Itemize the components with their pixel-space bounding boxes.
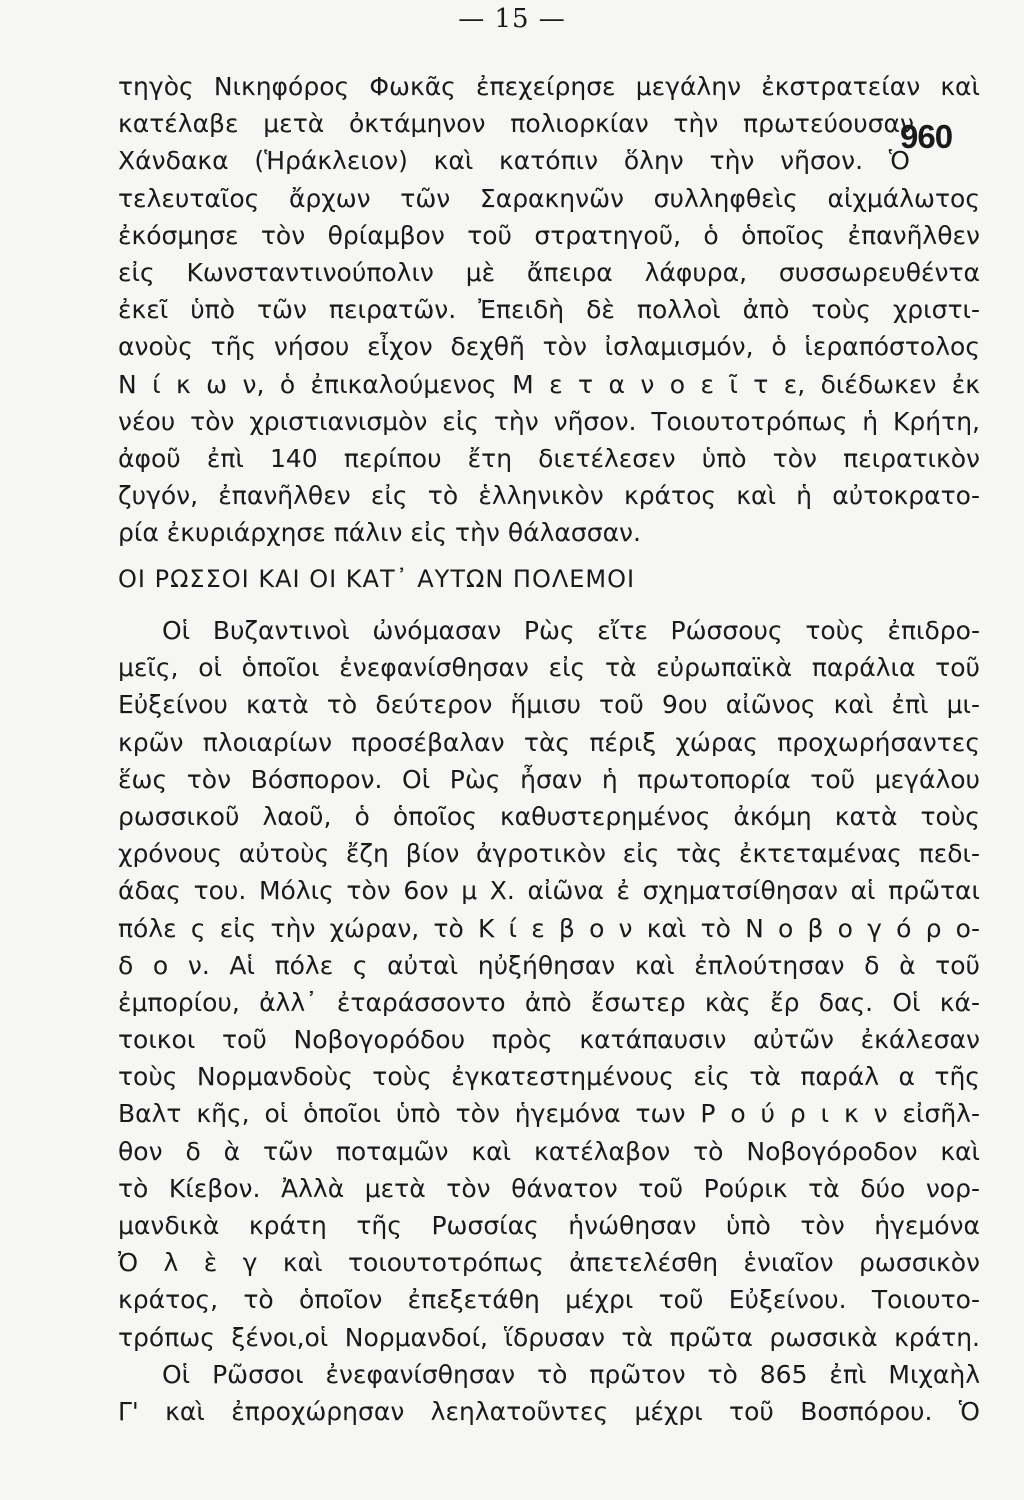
text-line: Οἱ Ρῶσσοι ἐνεφανίσθησαν τὸ πρῶτον τὸ 865 ἐπὶ Μιχαὴλ xyxy=(162,1359,980,1389)
paragraph-russians xyxy=(118,612,980,1430)
text-line: Βαλτ κῆς, οἱ ὁποῖοι ὑπὸ τὸν ἡγεμόνα των Ρ ο ύ ρ ι κ ν εἰσῆλ- xyxy=(118,1099,980,1129)
text-line: ἕως τὸν Βόσπορον. Οἱ Ρὼς ἦσαν ἡ πρωτοπορία τοῦ μεγάλου xyxy=(118,764,980,794)
text-line: τρόπως ξένοι,οἱ Νορμανδοί, ἵδρυσαν τὰ πρῶτα ρωσσικὰ κράτη. xyxy=(118,1322,980,1352)
text-line: ρωσσικοῦ λαοῦ, ὁ ὁποῖος καθυστερημένος ἀκόμη κατὰ τοὺς xyxy=(118,801,980,831)
text-line: τηγὸς Νικηφόρος Φωκᾶς ἐπεχείρησε μεγάλην ἐκστρατείαν καὶ xyxy=(118,72,980,101)
text-line: κρῶν πλοιαρίων προσέβαλαν τὰς πέριξ χώρας προχωρήσαντες xyxy=(118,727,980,757)
text-line: ζυγόν, ἐπανῆλθεν εἰς τὸ ἑλληνικὸν κράτος καὶ ἡ αὐτοκρατο- xyxy=(118,481,980,511)
text-line: Ὀ λ ὲ γ καὶ τοιουτοτρόπως ἀπετελέσθη ἑνιαῖον ρωσσικὸν xyxy=(118,1248,980,1278)
text-line: τὸ Κίεβον. Ἀλλὰ μετὰ τὸν θάνατον τοῦ Ρούρικ τὰ δύο νορ- xyxy=(118,1173,980,1203)
paragraph-crete xyxy=(118,68,980,551)
text-line: ἀφοῦ ἐπὶ 140 περίπου ἔτη διετέλεσεν ὑπὸ τὸν πειρατικὸν xyxy=(118,443,980,473)
text-line: χρόνους αὐτοὺς ἔζη βίον ἀγροτικὸν εἰς τὰς ἐκτεταμένας πεδι- xyxy=(118,839,980,869)
margin-year-note: 960 xyxy=(900,118,953,155)
text-line: μανδικὰ κράτη τῆς Ρωσσίας ἡνώθησαν ὑπὸ τὸν ἡγεμόνα xyxy=(118,1211,980,1240)
text-line: ἐκόσμησε τὸν θρίαμβον τοῦ στρατηγοῦ, ὁ ὁποῖος ἐπανῆλθεν xyxy=(118,220,980,250)
text-line: νέου τὸν χριστιανισμὸν εἰς τὴν νῆσον. Τοιουτοτρόπως ἡ Κρήτη, xyxy=(118,406,980,436)
text-line: τοὺς Νορμανδοὺς τοὺς ἐγκατεστημένους εἰς τὰ παράλ α τῆς xyxy=(118,1062,980,1092)
text-line: κράτος, τὸ ὁποῖον ἐπεξετάθη μέχρι τοῦ Εὐξείνου. Τοιουτο- xyxy=(118,1285,980,1315)
text-line: ἐκεῖ ὑπὸ τῶν πειρατῶν. Ἐπειδὴ δὲ πολλοὶ ἀπὸ τοὺς χριστι- xyxy=(118,295,980,325)
text-line: Γ' καὶ ἐπροχώρησαν λεηλατοῦντες μέχρι τοῦ Βοσπόρου. Ὁ xyxy=(118,1396,980,1426)
text-line: Ν ί κ ω ν, ὁ ἐπικαλούμενος Μ ε τ α ν ο ε ῖ τ ε, διέδωκεν ἐκ xyxy=(118,369,980,399)
text-line: δ ο ν. Αἱ πόλε ς αὐταὶ ηὐξήθησαν καὶ ἐπλούτησαν δ ὰ τοῦ xyxy=(118,950,980,980)
text-line: Εὐξείνου κατὰ τὸ δεύτερον ἥμισυ τοῦ 9ου αἰῶνος καὶ ἐπὶ μι- xyxy=(118,690,980,720)
text-line: εἰς Κωνσταντινούπολιν μὲ ἄπειρα λάφυρα, συσσωρευθέντα xyxy=(118,257,980,287)
text-line: Χάνδακα (Ἡράκλειον) καὶ κατόπιν ὅλην τὴν νῆσον. Ὁ xyxy=(118,146,910,176)
text-line: πόλε ς εἰς τὴν χώραν, τὸ Κ ί ε β ο ν καὶ τὸ Ν ο β ο γ ό ρ ο- xyxy=(118,913,980,943)
text-line: μεῖς, οἱ ὁποῖοι ἐνεφανίσθησαν εἰς τὰ εὐρωπαϊκὰ παράλια τοῦ xyxy=(118,653,980,683)
page-number: — 15 — xyxy=(458,4,566,34)
text-line: θον δ ὰ τῶν ποταμῶν καὶ κατέλαβον τὸ Νοβογόροδον καὶ xyxy=(118,1136,980,1166)
text-line: κατέλαβε μετὰ ὀκτάμηνον πολιορκίαν τὴν πρωτεύουσαν xyxy=(118,109,914,139)
section-heading: ΟΙ ΡΩΣΣΟΙ ΚΑΙ ΟΙ ΚΑΤ᾿ ΑΥΤΩΝ ΠΟΛΕΜΟΙ xyxy=(118,565,636,593)
text-line: τοικοι τοῦ Νοβογορόδου πρὸς κατάπαυσιν αὐτῶν ἐκάλεσαν xyxy=(118,1025,980,1055)
text-line: ρία ἐκυριάρχησε πάλιν εἰς τὴν θάλασσαν. xyxy=(118,518,641,548)
text-line: Οἱ Βυζαντινοὶ ὠνόμασαν Ρὼς εἴτε Ρώσσους τοὺς ἐπιδρο- xyxy=(162,616,980,645)
text-line: άδας του. Μόλις τὸν 6ον μ Χ. αἰῶνα ἐ σχηματσίθησαν αἱ πρῶται xyxy=(118,876,980,906)
text-line: ανοὺς τῆς νήσου εἶχον δεχθῆ τὸν ἰσλαμισμόν, ὁ ἱεραπόστολος xyxy=(118,332,980,362)
text-line: τελευταῖος ἄρχων τῶν Σαρακηνῶν συλληφθεὶς αἰχμάλωτος xyxy=(118,183,980,213)
text-line: ἐμπορίου, ἀλλ᾿ ἐταράσσοντο ἀπὸ ἔσωτερ κὰς ἔρ δας. Οἱ κά- xyxy=(118,987,980,1017)
